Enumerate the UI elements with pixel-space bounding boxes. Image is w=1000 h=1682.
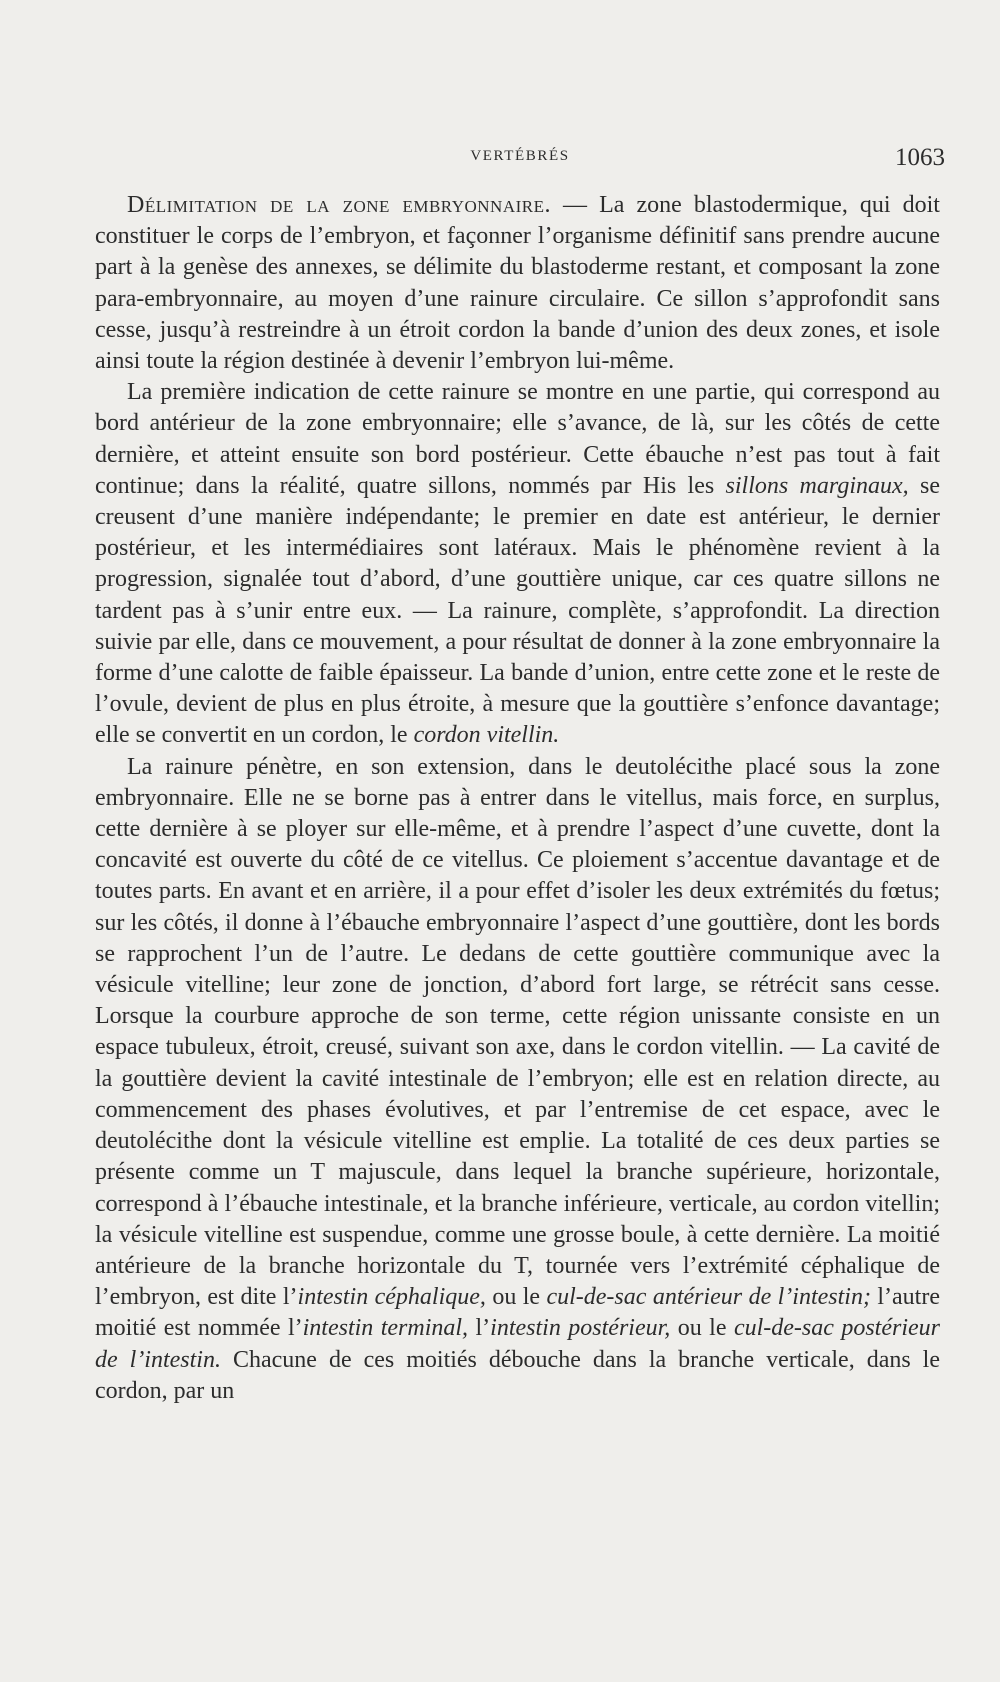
paragraph-3: [95, 752, 940, 1407]
text-run: se creusent d’une manière indépendante; le premier en date est antérieur, le dernier postérieur, et les intermédiaires sont latéraux. Mais le phénomène revient à la progression, signalée tout d’abord, d’une gouttière unique, car ces quatre sillons ne tardent pas à s’unir entre eux. — La rainure, complète, s’approfondit. La direction suivie par elle, dans ce mouvement, a pour résultat de donner à la zone embryonnaire la forme d’une calotte de faible épaisseur. La bande d’union, entre cette zone et le reste de l’ovule, devient de plus en plus étroite, à mesure que la gouttière s’enfonce davantage; elle se convertit en un cordon, le: [95, 472, 940, 749]
body-text: [95, 190, 940, 1407]
text-run: La première indication de cette rainure se montre en une partie, qui correspond au bord antérieur de la zone embryonnaire; elle s’avance, de là, sur les côtés de cette dernière, et atteint ensuite son bord postérieur. Cette ébauche n’est pas tout à fait continue; dans la réalité, quatre sillons, nommés par His les: [95, 379, 940, 499]
italic-term: intestin postérieur,: [490, 1315, 671, 1342]
running-head: VERTÉBRÉS: [470, 148, 570, 164]
text-run: l’autre moitié est nommée l’: [95, 1284, 940, 1342]
italic-term: cul-de-sac antérieur de l’intestin;: [546, 1284, 871, 1311]
page-header: [95, 144, 945, 178]
text-run: — La zone blastodermique, qui doit constituer le corps de l’embryon, et façonner l’organisme définitif sans prendre aucune part à la genèse des annexes, se délimite du blastoderme restant, et composant la zone para-embryonnaire, au moyen d’une rainure circulaire. Ce sillon s’approfondit sans cesse, jusqu’à restreindre à un étroit cordon la bande d’union des deux zones, et isole ainsi toute la région destinée à devenir l’embryon lui-même.: [95, 192, 940, 375]
text-run: l’: [468, 1315, 491, 1342]
page-number: 1063: [895, 144, 945, 171]
paragraph-2: [95, 377, 940, 751]
text-run: ou le: [670, 1315, 734, 1342]
italic-term: cul-de-sac postérieur de l’intestin.: [95, 1315, 940, 1373]
paragraph-1: [95, 190, 940, 377]
italic-term: cordon vitellin.: [413, 722, 560, 749]
text-run: ou le: [485, 1284, 547, 1311]
section-heading: Délimitation de la zone embryonnaire.: [127, 192, 551, 218]
text-run: Chacune de ces moitiés débouche dans la branche verticale, dans le cordon, par un: [95, 1346, 941, 1404]
italic-term: sillons marginaux,: [725, 472, 909, 499]
italic-term: intestin terminal,: [302, 1315, 469, 1342]
italic-term: intestin céphalique,: [297, 1284, 486, 1311]
text-run: La rainure pénètre, en son extension, dans le deutolécithe placé sous la zone embryonnaire. Elle ne se borne pas à entrer dans le vitellus, mais force, en surplus, cette dernière à se ployer sur elle-même, et à prendre l’aspect d’une cuvette, dont la concavité est ouverte du côté de ce vitellus. Ce ploiement s’accentue davantage et de toutes parts. En avant et en arrière, il a pour effet d’isoler les deux extrémités du fœtus; sur les côtés, il donne à l’ébauche embryonnaire l’aspect d’une gouttière, dont les bords se rapprochent l’un de l’autre. Le dedans de cette gouttière communique avec la vésicule vitelline; leur zone de jonction, d’abord fort large, se rétrécit sans cesse. Lorsque la courbure approche de son terme, cette région unissante consiste en un espace tubuleux, étroit, creusé, suivant son axe, dans le cordon vitellin. — La cavité de la gouttière devient la cavité intestinale de l’embryon; elle est en relation directe, au commencement des phases évolutives, et par l’entremise de cet espace, avec le deutolécithe dont la vésicule vitelline est emplie. La totalité de ces deux parties se présente comme un T majuscule, dans lequel la branche supérieure, horizontale, correspond à l’ébauche intestinale, et la branche inférieure, verticale, au cordon vitellin; la vésicule vitelline est suspendue, comme une grosse boule, à cette dernière. La moitié antérieure de la branche horizontale du T, tournée vers l’extrémité céphalique de l’embryon, est dite l’: [95, 753, 940, 1311]
